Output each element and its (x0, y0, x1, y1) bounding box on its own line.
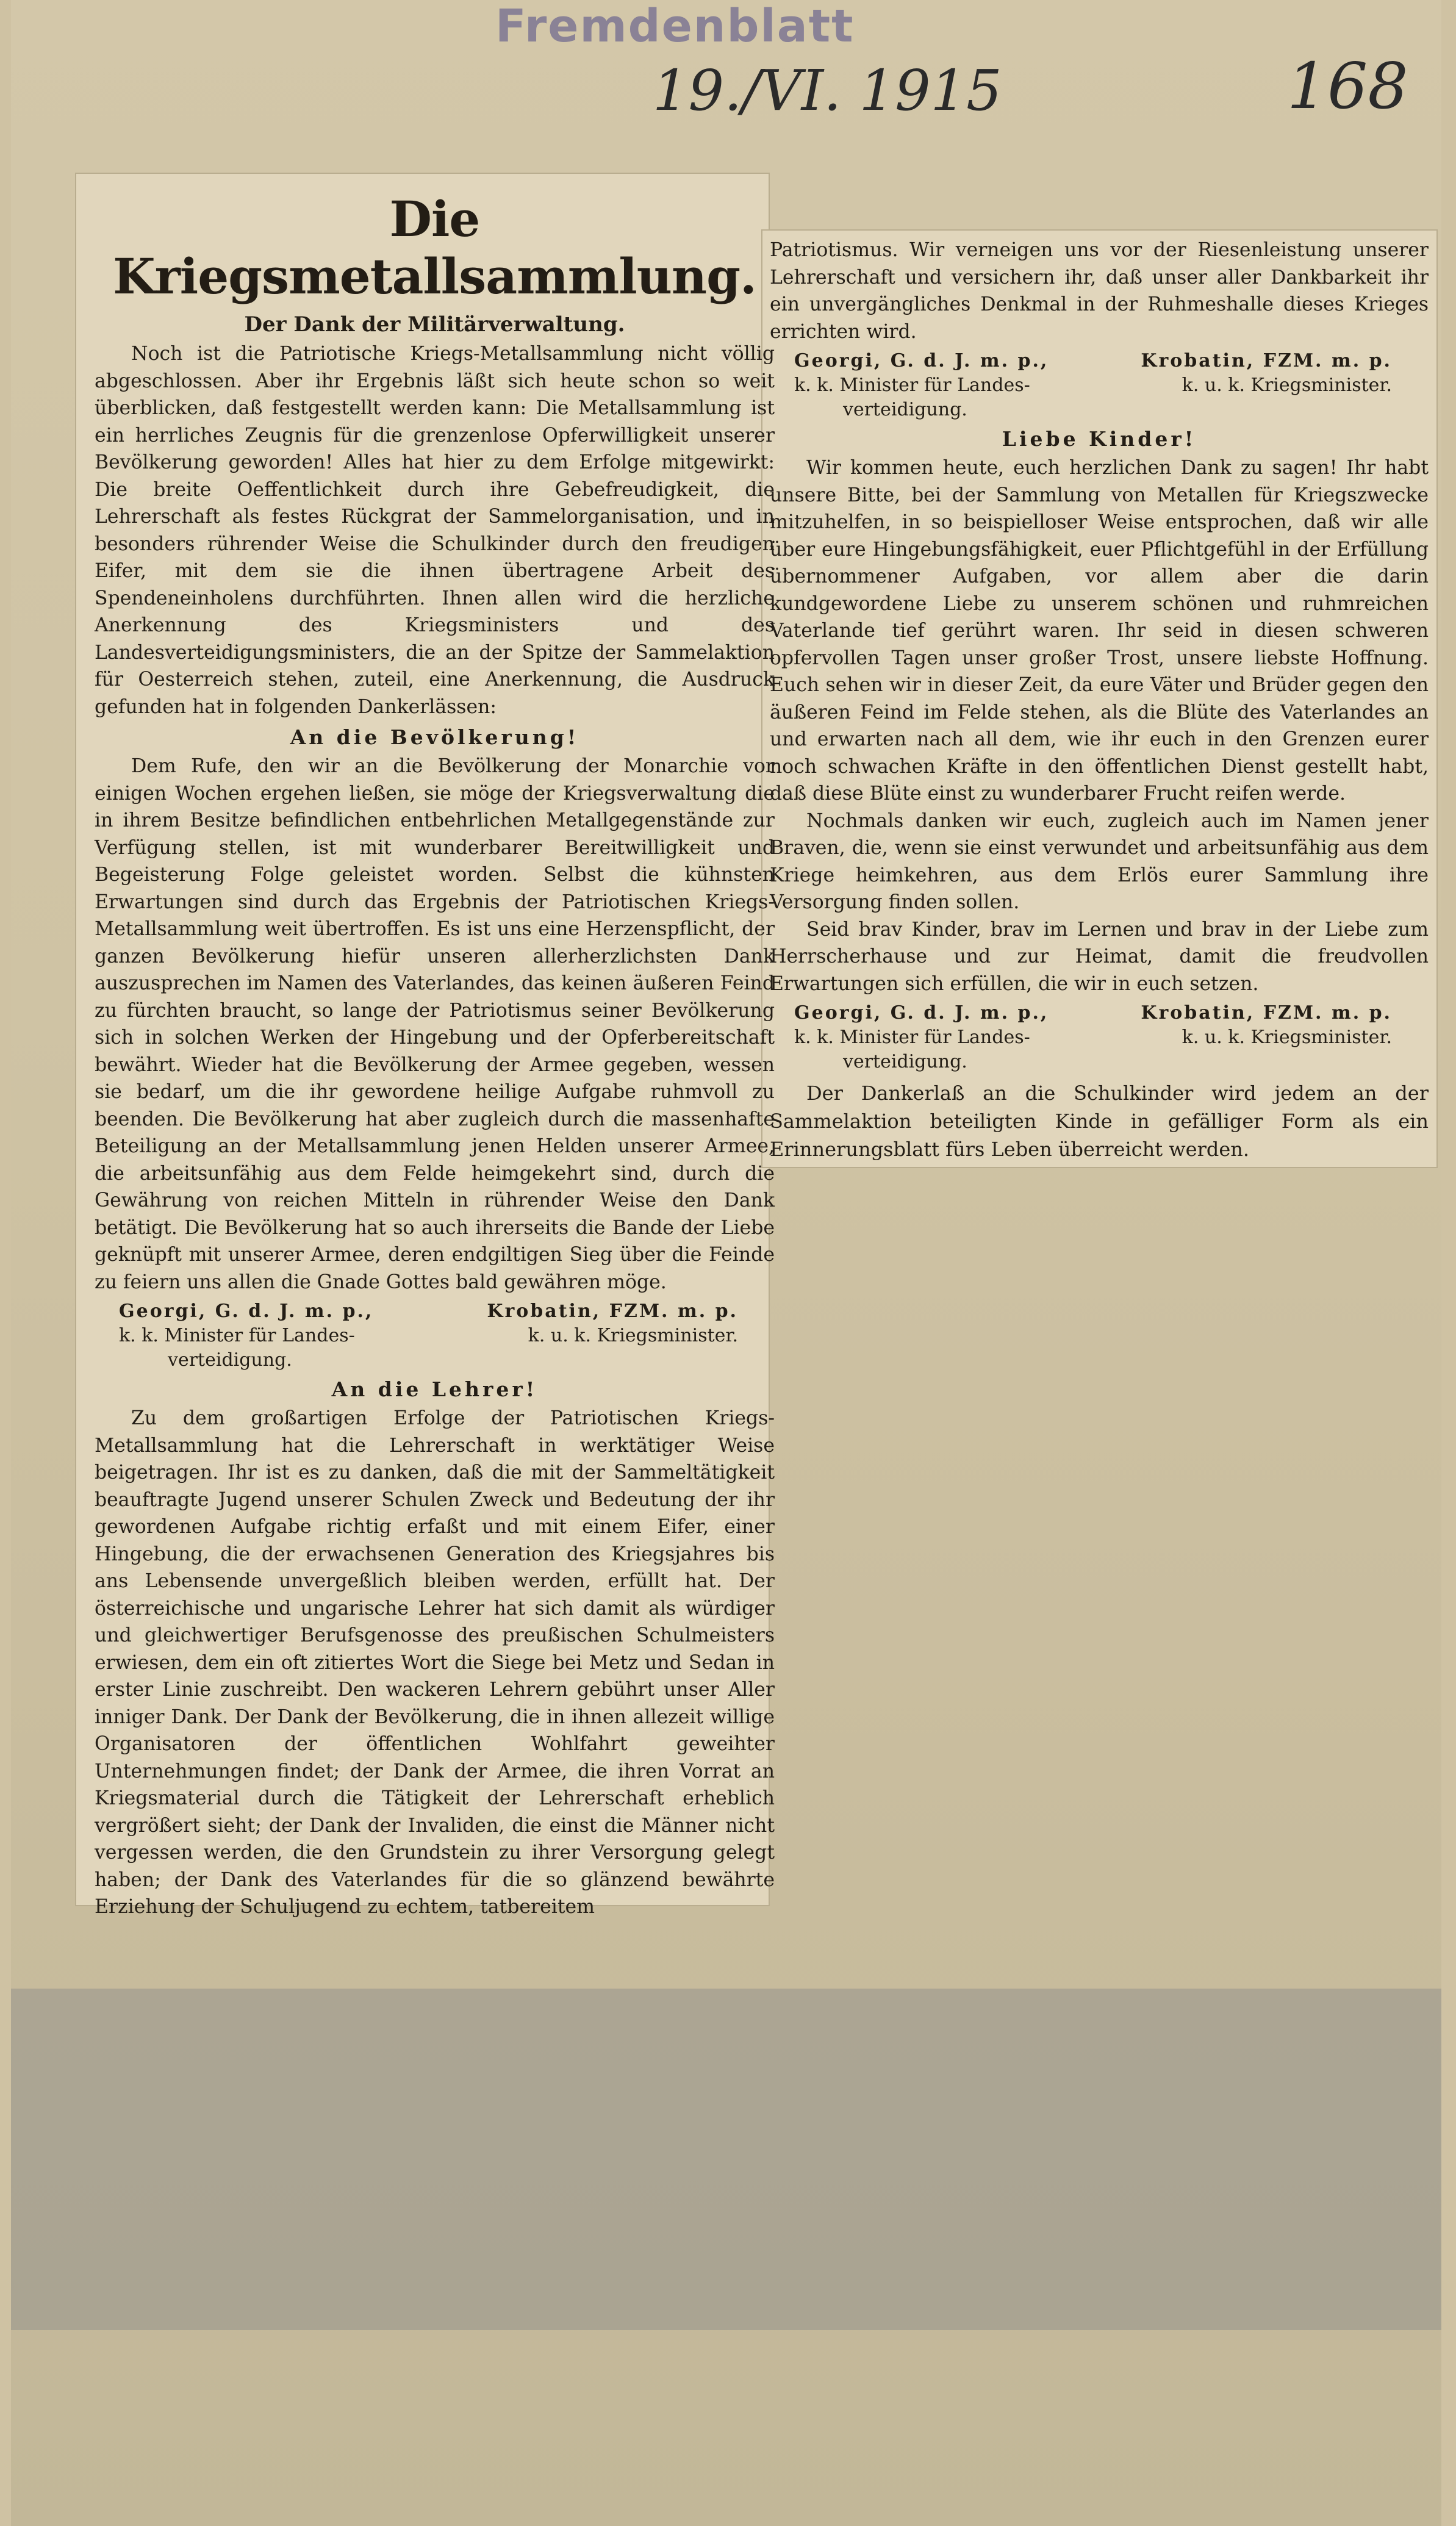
signature-georgi: Georgi, G. d. J. m. p., (794, 350, 1049, 371)
signature-role-left: k. k. Minister für Landes- (119, 1325, 355, 1346)
section-title-children: Liebe Kinder! (1002, 427, 1197, 451)
children-paragraph-1: Wir kommen heute, euch herzlichen Dank zu sagen! Ihr habt unsere Bitte, bei der Sammlung von Metallen für Kriegszwecke mitzuhelfen, in so beispielloser Weise entsprochen, daß wir alle über eure Hingebungsfähigkeit, euer Pflichtgefühl in der Erfüllung übernommener Aufgaben, vor allem aber die darin kundgewordene Liebe zu unserem schönen und ruhmreichen Vaterlande tief gerührt waren. Ihr seid in diesen schweren opfervollen Tagen unser großer Trost, unsere liebste Hoffnung. Euch sehen wir in dieser Zeit, da eure Väter und Brüder gegen den äußeren Feind im Felde stehen, als die Blüte des Vaterlandes an und erwarten nach all dem, wie ihr euch in den Grenzen eurer noch schwachen Kräfte in den öffentlichen Dienst gestellt habt, daß diese Blüte einst zu wunderbarer Frucht reifen werde. (770, 457, 1429, 805)
section-title-population: An die Bevölkerung! (290, 725, 579, 749)
children-paragraph-2: Nochmals danken wir euch, zugleich auch im Namen jener Braven, die, wenn sie einst verwundet und arbeitsunfähig aus dem Kriege heimkehren, aus dem Erlös eurer Sammlung ihre Versorgung finden sollen. (770, 809, 1429, 913)
headline: Die Kriegsmetallsammlung. (113, 190, 756, 305)
signature-krobatin: Krobatin, FZM. m. p. (1141, 1002, 1392, 1024)
handwritten-date: 19./VI. 1915 (653, 58, 1002, 123)
folio-number: 168 (1287, 49, 1408, 123)
signature-krobatin: Krobatin, FZM. m. p. (487, 1301, 738, 1322)
signature-role-left: k. k. Minister für Landes- (794, 375, 1030, 396)
article-column-right (770, 237, 1429, 1163)
signature-block-1 (95, 1299, 775, 1372)
intro-paragraph: Noch ist die Patriotische Kriegs-Metallsammlung nicht völlig abgeschlossen. Aber ihr Ergebnis läßt sich heute schon so weit überblicken, daß festgestellt werden kann: Die Metallsammlung ist ein herrliches Zeugnis für die grenzenlose Opferwilligkeit unserer Bevölkerung geworden! Alles hat hier zu dem Erfolge mitgewirkt: Die breite Oeffentlichkeit durch ihre Gebefreudigkeit, die Lehrerschaft als festes Rückgrat der Sammelorganisation, und in besonders rührender Weise die Schulkinder durch den freudigen Eifer, mit dem sie die ihnen übertragene Arbeit des Spendeneinholens durchführten. Ihnen allen wird die herzliche Anerkennung des Kriegsministers und des Landesverteidigungsministers, die an der Spitze der Sammelaktion für Oesterreich stehen, zuteil, eine Anerkennung, die Ausdruck gefunden hat in folgenden Dankerlässen: (95, 343, 775, 718)
signature-role-left: k. k. Minister für Landes- (794, 1027, 1030, 1048)
signature-role-left-cont: verteidigung. (843, 399, 967, 420)
signature-role-right: k. u. k. Kriegsminister. (1182, 375, 1392, 396)
signature-krobatin: Krobatin, FZM. m. p. (1141, 350, 1392, 371)
signature-block-3 (770, 1001, 1429, 1074)
article-column-left (95, 177, 775, 1921)
subheadline: Der Dank der Militärverwaltung. (244, 312, 625, 337)
signature-role-right: k. u. k. Kriegsminister. (528, 1325, 738, 1346)
signature-georgi: Georgi, G. d. J. m. p., (119, 1301, 374, 1322)
children-paragraph-3: Seid brav Kinder, brav im Lernen und brav in der Liebe zum Herrscherhause und zur Heimat, damit die freudvollen Erwartungen sich erfüllen, die wir in euch setzen. (770, 918, 1429, 995)
signature-role-left-cont: verteidigung. (168, 1349, 292, 1371)
section-text-teachers: Zu dem großartigen Erfolge der Patriotischen Kriegs-Metallsammlung hat die Lehrerschaft in werktätiger Weise beigetragen. Ihr ist es zu danken, daß die mit der Sammeltätigkeit beauftragte Jugend unserer Schulen Zweck und Bedeutung der ihr gewordenen Aufgabe richtig erfaßt und mit einem Eifer, einer Hingebung, die der erwachsenen Generation des Kriegsjahres bis ans Lebensende unvergeßlich bleiben werden, erfüllt hat. Der österreichische und ungarische Lehrer hat sich damit als würdiger und gleichwertiger Berufsgenosse des preußischen Schulmeisters erwiesen, dem ein oft zitiertes Wort die Siege bei Metz und Sedan in erster Linie zuschreibt. Den wackeren Lehrern gebührt unser Aller inniger Dank. Der Dank der Bevölkerung, die in ihnen allezeit willige Organisatoren der öffentlichen Wohlfahrt geweihter Unternehmungen findet; der Dank der Armee, die ihren Vorrat an Kriegsmaterial durch die Tätigkeit der Lehrerschaft erheblich vergrößert sieht; der Dank der Invaliden, die einst die Männer nicht vergessen werden, die den Grundstein zu ihrer Versorgung gelegt haben; der Dank des Vaterlandes für die so glänzend bewährte Erziehung der Schuljugend zu echtem, tatbereitem (95, 1407, 775, 1918)
signature-role-left-cont: verteidigung. (843, 1051, 967, 1072)
newspaper-stamp: Fremdenblatt (495, 0, 855, 52)
section-title-teachers: An die Lehrer! (331, 1377, 538, 1401)
scan-shadow (11, 1989, 1441, 2330)
signature-role-right: k. u. k. Kriegsminister. (1182, 1027, 1392, 1048)
closing-note: Der Dankerlaß an die Schulkinder wird jedem an der Sammelaktion beteiligten Kinde in gefälliger Form als ein Erinnerungsblatt fürs Leben überreicht werden. (770, 1082, 1429, 1161)
section-text-population: Dem Rufe, den wir an die Bevölkerung der Monarchie vor einigen Wochen ergehen ließen, sie möge der Kriegsverwaltung die in ihrem Besitze befindlichen entbehrlichen Metallgegenstände zur Verfügung stellen, ist mit wunderbarer Bereitwilligkeit und Begeisterung Folge geleistet worden. Selbst die kühnsten Erwartungen sind durch das Ergebnis der Patriotischen Kriegs-Metallsammlung weit übertroffen. Es ist uns eine Herzenspflicht, der ganzen Bevölkerung hiefür unseren allerherzlichsten Dank auszusprechen im Namen des Vaterlandes, das keinen äußeren Feind zu fürchten braucht, so lange der Patriotismus seiner Bevölkerung sich in solchen Werken der Hingebung und der Opferbereitschaft bewährt. Wieder hat die Bevölkerung der Armee gegeben, wessen sie bedarf, um die ihr gewordene heilige Aufgabe ruhmvoll zu beenden. Die Bevölkerung hat aber zugleich durch die massenhafte Beteiligung an der Metallsammlung jenen Helden unserer Armee, die arbeitsunfähig aus dem Felde heimgekehrt sind, durch die Gewährung von reichen Mitteln in rührender Weise den Dank betätigt. Die Bevölkerung hat so auch ihrerseits die Bande der Liebe geknüpft mit unserer Armee, deren endgiltigen Sieg über die Feinde zu feiern uns allen die Gnade Gottes bald gewähren möge. (95, 755, 775, 1293)
signature-georgi: Georgi, G. d. J. m. p., (794, 1002, 1049, 1024)
signature-block-2 (770, 349, 1429, 422)
section-text-teachers-cont: Patriotismus. Wir verneigen uns vor der Riesenleistung unserer Lehrerschaft und versichern ihr, daß unser aller Dankbarkeit ihr ein unvergängliches Denkmal in der Ruhmeshalle dieses Krieges errichten wird. (770, 239, 1429, 343)
